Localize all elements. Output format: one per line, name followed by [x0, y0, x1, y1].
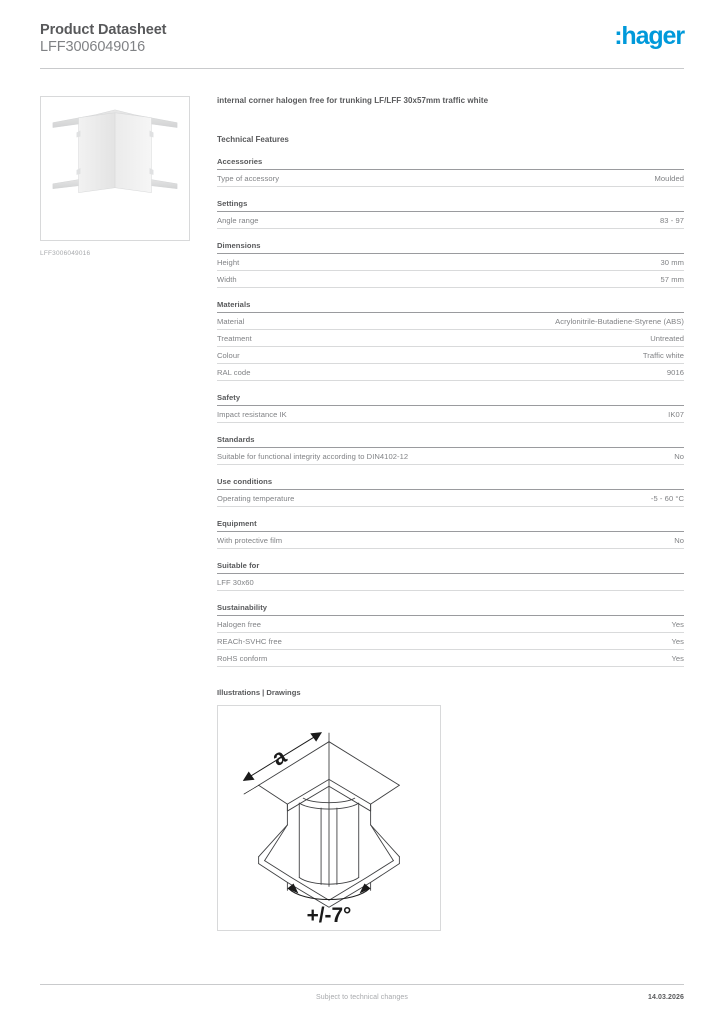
spec-row [217, 448, 684, 465]
spec-value: Yes [671, 636, 684, 646]
spec-label: Treatment [217, 333, 252, 343]
product-image-caption: LFF3006049016 [40, 250, 91, 257]
spec-row [217, 330, 684, 347]
spec-value: No [674, 535, 684, 545]
product-image-column [40, 96, 216, 931]
spec-value: No [674, 451, 684, 461]
spec-label: Width [217, 274, 237, 284]
page-footer [40, 984, 684, 1006]
spec-label: Type of accessory [217, 173, 280, 183]
spec-value: Yes [671, 619, 684, 629]
spec-value: Yes [671, 653, 684, 663]
spec-row [217, 364, 684, 381]
spec-row [217, 271, 684, 288]
page-title: Product Datasheet [40, 22, 167, 38]
spec-group-title: Accessories [217, 157, 684, 170]
spec-value: Acrylonitrile-Butadiene-Styrene (ABS) [555, 316, 684, 326]
spec-row [217, 616, 684, 633]
spec-group-title: Dimensions [217, 241, 684, 254]
spec-group [217, 561, 684, 591]
angle-tolerance-label: +/-7° [306, 904, 352, 928]
spec-group-title: Use conditions [217, 477, 684, 490]
spec-label: Colour [217, 350, 240, 360]
spec-group-title: Settings [217, 199, 684, 212]
spec-row [217, 406, 684, 423]
spec-value: Moulded [654, 173, 684, 183]
spec-label: RoHS conform [217, 653, 268, 663]
spec-group [217, 300, 684, 381]
title-block [40, 22, 166, 56]
header-divider [40, 68, 684, 69]
specification-groups [217, 157, 684, 667]
spec-label: Material [217, 316, 245, 326]
spec-value: IK07 [668, 409, 684, 419]
spec-value: Untreated [650, 333, 684, 343]
spec-value: -5 - 60 °C [650, 493, 684, 503]
spec-label: With protective film [217, 535, 283, 545]
footer-date: 14.03.2026 [647, 994, 684, 1001]
spec-row [217, 490, 684, 507]
spec-group [217, 199, 684, 229]
internal-corner-dimension-drawing [218, 706, 440, 930]
spec-value: 9016 [666, 367, 684, 377]
spec-group [217, 393, 684, 423]
drawings-heading: Illustrations | Drawings [217, 688, 301, 697]
footer-divider [40, 984, 684, 985]
spec-group-title: Safety [217, 393, 684, 406]
spec-group [217, 157, 684, 187]
hager-logo: :hager [614, 22, 684, 50]
spec-label: Halogen free [217, 619, 262, 629]
technical-features-heading: Technical Features [217, 135, 289, 144]
spec-label: LFF 30x60 [217, 577, 254, 587]
spec-group [217, 435, 684, 465]
spec-label: RAL code [217, 367, 251, 377]
page-header [40, 0, 684, 56]
specifications-column [216, 96, 684, 931]
spec-row [217, 650, 684, 667]
spec-group [217, 241, 684, 288]
spec-row [217, 574, 684, 591]
product-reference: LFF3006049016 [40, 39, 146, 56]
spec-label: REACh-SVHC free [217, 636, 282, 646]
spec-label: Operating temperature [217, 493, 295, 503]
spec-row [217, 633, 684, 650]
spec-value: 30 mm [660, 257, 684, 267]
spec-group-title: Materials [217, 300, 684, 313]
spec-group [217, 477, 684, 507]
footer-note: Subject to technical changes [316, 994, 408, 1001]
spec-row [217, 532, 684, 549]
spec-value: 57 mm [660, 274, 684, 284]
spec-group-title: Standards [217, 435, 684, 448]
spec-row [217, 347, 684, 364]
spec-row [217, 313, 684, 330]
internal-corner-trunking-illustration [41, 97, 189, 240]
product-description: internal corner halogen free for trunking LF/LFF 30x57mm traffic white [217, 96, 489, 105]
spec-row [217, 254, 684, 271]
dimension-a-label: a [267, 743, 291, 771]
spec-row [217, 170, 684, 187]
spec-value: Traffic white [642, 350, 684, 360]
content-area [40, 96, 684, 931]
spec-group [217, 519, 684, 549]
spec-group-title: Suitable for [217, 561, 684, 574]
spec-value: 83 - 97 [660, 215, 684, 225]
technical-drawing [217, 705, 441, 931]
spec-label: Height [217, 257, 240, 267]
spec-group-title: Equipment [217, 519, 684, 532]
spec-label: Suitable for functional integrity according to DIN4102-12 [217, 451, 409, 461]
spec-group [217, 603, 684, 667]
spec-label: Angle range [217, 215, 259, 225]
product-image [40, 96, 190, 241]
spec-row [217, 212, 684, 229]
spec-label: Impact resistance IK [217, 409, 287, 419]
spec-group-title: Sustainability [217, 603, 684, 616]
